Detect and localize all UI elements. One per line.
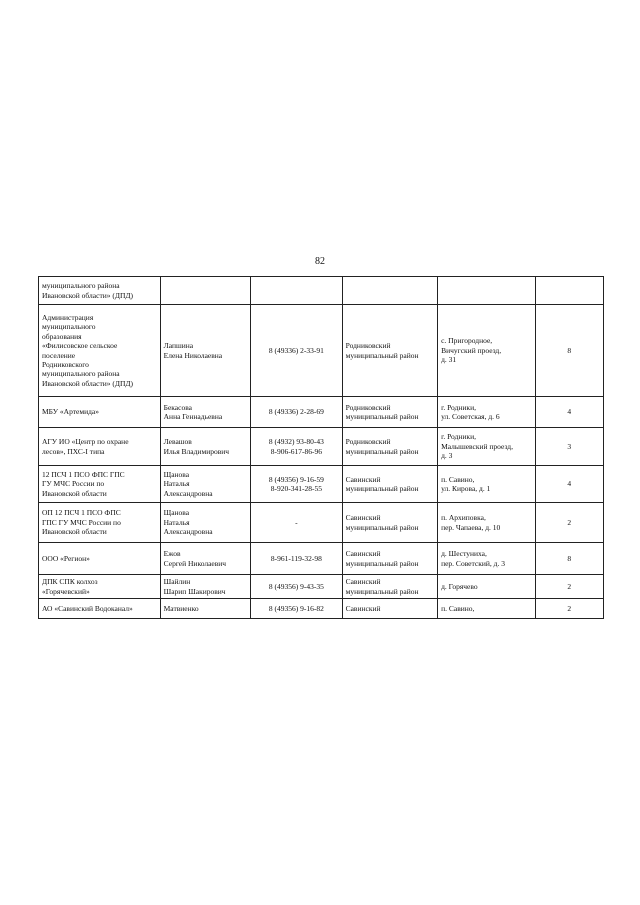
table-row xyxy=(39,599,604,619)
cell-line: Савинский xyxy=(345,549,381,559)
phone-cell xyxy=(251,503,342,543)
phone-cell xyxy=(251,575,342,599)
cell-line: Савинский xyxy=(345,474,381,484)
cell-line: Анна Геннадьевна xyxy=(163,412,223,421)
district-cell xyxy=(342,599,438,619)
count-cell: 2 xyxy=(535,575,603,599)
district-cell xyxy=(342,397,438,428)
cell-line: Ивановской области xyxy=(42,488,107,498)
cell-line: Савинский xyxy=(345,513,381,523)
contact-person-cell xyxy=(160,543,250,575)
table-row xyxy=(39,543,604,575)
cell-line: АГУ ИО «Центр по охране xyxy=(42,437,129,447)
cell-line: 12 ПСЧ 1 ПСО ФПС ГПС xyxy=(42,469,125,479)
organization-cell xyxy=(39,543,161,575)
cell-line: муниципальный район xyxy=(345,350,419,360)
cell-line: ООО «Регион» xyxy=(42,553,90,563)
table-row xyxy=(39,397,604,428)
cell-line: Савинский xyxy=(345,603,381,613)
table-row xyxy=(39,466,604,503)
address-cell xyxy=(438,305,536,397)
cell-line: 8-920-341-28-55 xyxy=(270,484,322,493)
contact-person-cell xyxy=(160,599,250,619)
cell-line: пер. Чапаева, д. 10 xyxy=(441,522,501,532)
cell-line: Родниковского xyxy=(42,359,89,369)
cell-line: ДПК СПК колхоз xyxy=(42,577,98,587)
cell-line: Ивановской области xyxy=(42,527,107,537)
cell-line: Наталья xyxy=(163,517,190,527)
phone-cell xyxy=(251,543,342,575)
district-cell xyxy=(342,503,438,543)
organization-cell xyxy=(39,575,161,599)
cell-line: поселение xyxy=(42,350,76,360)
cell-line: 8 (49336) 2-28-69 xyxy=(268,407,324,417)
cell-line: муниципального xyxy=(42,322,96,332)
cell-line: - xyxy=(295,517,298,527)
cell-line: ГУ МЧС России по xyxy=(42,479,105,489)
contact-person-cell xyxy=(160,305,250,397)
address-cell xyxy=(438,466,536,503)
cell-line: с. Пригородное, xyxy=(441,336,493,346)
table-row xyxy=(39,575,604,599)
table-row xyxy=(39,428,604,466)
cell-line: Шайлин xyxy=(163,577,191,587)
cell-line: муниципального района xyxy=(42,369,120,379)
cell-line: муниципальный район xyxy=(345,586,419,596)
cell-line: 8-906-617-86-96 xyxy=(270,446,322,456)
cell-line: Малышевский проезд, xyxy=(441,441,513,451)
address-cell xyxy=(438,428,536,466)
cell-line: д. 31 xyxy=(441,355,457,365)
contact-person-cell xyxy=(160,466,250,503)
cell-line: муниципальный район xyxy=(345,558,419,568)
cell-line: Бекасова xyxy=(163,402,192,412)
cell-line: ул. Советская, д. 6 xyxy=(441,412,500,421)
cell-line: «Филисовское сельское xyxy=(42,341,118,351)
page-number: 82 xyxy=(315,256,325,267)
cell-line: 8 (4932) 93-80-43 xyxy=(268,437,324,447)
cell-line: Сергей Николаевич xyxy=(163,558,227,568)
address-cell xyxy=(438,277,536,305)
cell-line: д. Горячево xyxy=(441,581,478,591)
table-row xyxy=(39,305,604,397)
cell-line: Щанова xyxy=(163,469,190,479)
district-cell xyxy=(342,277,438,305)
phone-cell xyxy=(251,277,342,305)
cell-line: Александровна xyxy=(163,527,213,537)
cell-line: пер. Советский, д. 3 xyxy=(441,558,505,568)
phone-cell xyxy=(251,599,342,619)
organization-cell xyxy=(39,599,161,619)
count-cell: 3 xyxy=(535,428,603,466)
contact-person-cell xyxy=(160,397,250,428)
cell-line: Вичугский проезд, xyxy=(441,345,502,355)
resources-table xyxy=(38,276,604,619)
district-cell xyxy=(342,543,438,575)
cell-line: 8 (49356) 9-16-59 xyxy=(268,474,324,484)
contact-person-cell xyxy=(160,575,250,599)
phone-cell xyxy=(251,397,342,428)
cell-line: п. Савино, xyxy=(441,474,475,484)
address-cell xyxy=(438,543,536,575)
cell-line: МБУ «Артемида» xyxy=(42,407,99,417)
contact-person-cell xyxy=(160,277,250,305)
cell-line: г. Родники, xyxy=(441,432,476,442)
cell-line: муниципальный район xyxy=(345,484,419,493)
cell-line: 8 (49336) 2-33-91 xyxy=(268,345,324,355)
count-cell: 8 xyxy=(535,305,603,397)
cell-line: Родниковский xyxy=(345,341,391,351)
cell-line: Ежов xyxy=(163,549,181,559)
address-cell xyxy=(438,599,536,619)
cell-line: ОП 12 ПСЧ 1 ПСО ФПС xyxy=(42,508,121,518)
cell-line: Шарип Шакирович xyxy=(163,586,226,596)
district-cell xyxy=(342,305,438,397)
cell-line: муниципальный район xyxy=(345,412,419,421)
cell-line: Матвиенко xyxy=(163,603,199,613)
cell-line: д. Шестуниха, xyxy=(441,549,487,559)
cell-line: муниципального района xyxy=(42,281,120,291)
organization-cell xyxy=(39,503,161,543)
organization-cell xyxy=(39,305,161,397)
cell-line: муниципальный район xyxy=(345,446,419,456)
district-cell xyxy=(342,466,438,503)
cell-line: Родниковский xyxy=(345,402,391,412)
address-cell xyxy=(438,397,536,428)
table-row xyxy=(39,503,604,543)
cell-line: муниципальный район xyxy=(345,522,419,532)
cell-line: г. Родники, xyxy=(441,402,476,412)
cell-line: Левашов xyxy=(163,437,192,447)
district-cell xyxy=(342,575,438,599)
cell-line: Ивановской области» (ДПД) xyxy=(42,378,134,388)
district-cell xyxy=(342,428,438,466)
address-cell xyxy=(438,575,536,599)
organization-cell xyxy=(39,466,161,503)
cell-line: «Горячевский» xyxy=(42,586,90,596)
organization-cell xyxy=(39,397,161,428)
contact-person-cell xyxy=(160,428,250,466)
count-cell: 4 xyxy=(535,397,603,428)
contact-person-cell xyxy=(160,503,250,543)
table-row xyxy=(39,277,604,305)
cell-line: Щанова xyxy=(163,508,190,518)
cell-line: Савинский xyxy=(345,577,381,587)
cell-line: 8 (49356) 9-16-82 xyxy=(268,603,324,613)
cell-line: АО «Савинский Водоканал» xyxy=(42,603,133,613)
phone-cell xyxy=(251,305,342,397)
address-cell xyxy=(438,503,536,543)
count-cell: 2 xyxy=(535,599,603,619)
table-body xyxy=(39,277,604,619)
cell-line: Родниковский xyxy=(345,437,391,447)
cell-line: лесов», ПХС-I типа xyxy=(42,446,105,456)
count-cell: 4 xyxy=(535,466,603,503)
cell-line: п. Савино, xyxy=(441,603,475,613)
cell-line: ул. Кирова, д. 1 xyxy=(441,484,491,493)
phone-cell xyxy=(251,466,342,503)
organization-cell xyxy=(39,428,161,466)
cell-line: 8-961-119-32-98 xyxy=(270,553,322,563)
cell-line: Наталья xyxy=(163,479,190,489)
count-cell: 8 xyxy=(535,543,603,575)
cell-line: п. Архиповка, xyxy=(441,513,486,523)
cell-line: ГПС ГУ МЧС России по xyxy=(42,517,121,527)
cell-line: Ивановской области» (ДПД) xyxy=(42,290,134,300)
count-cell xyxy=(535,277,603,305)
cell-line: Елена Николаевна xyxy=(163,350,223,360)
phone-cell xyxy=(251,428,342,466)
cell-line: 8 (49356) 9-43-35 xyxy=(268,581,324,591)
cell-line: Илья Владимирович xyxy=(163,446,230,456)
cell-line: образования xyxy=(42,331,82,341)
cell-line: Лапшина xyxy=(163,341,194,351)
cell-line: д. 3 xyxy=(441,451,453,461)
cell-line: Александровна xyxy=(163,488,213,498)
cell-line: Администрация xyxy=(42,312,94,322)
organization-cell xyxy=(39,277,161,305)
count-cell: 2 xyxy=(535,503,603,543)
